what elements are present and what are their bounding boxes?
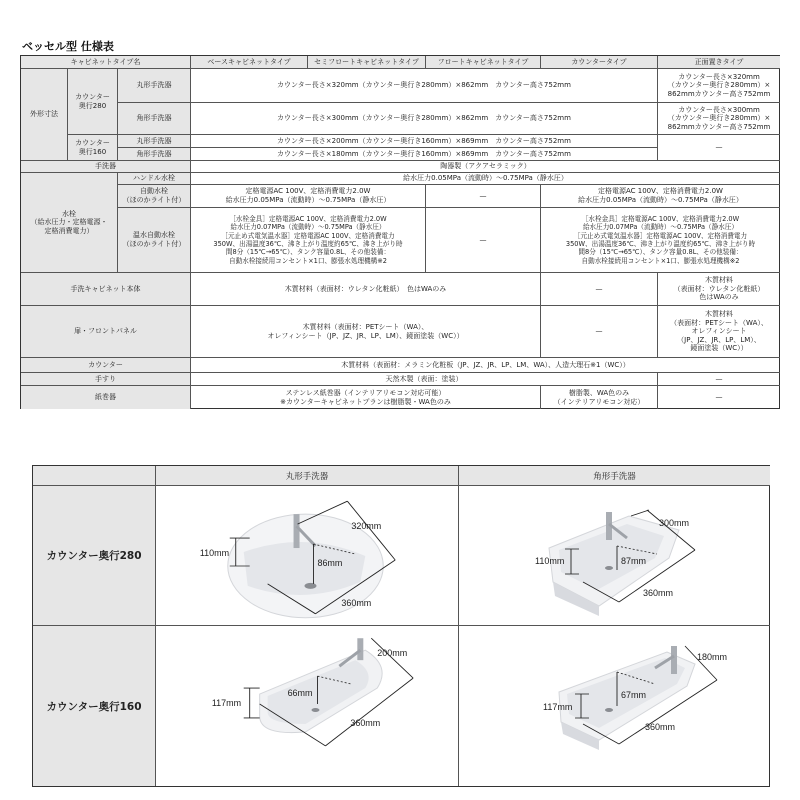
square-280-width: 300mm — [659, 517, 690, 528]
depth160-front: — — [658, 135, 780, 161]
square-160-depth: 67mm — [621, 690, 647, 700]
auto-faucet-counter-front: 定格電源AC 100V、定格消費電力2.0W 給水圧力0.05MPa（流動時）～0.75MPa（静水圧） — [541, 185, 780, 208]
handrail-front: — — [658, 373, 780, 386]
round-160-width: 200mm — [377, 648, 408, 659]
depth280-label: カウンター 奥行280 — [68, 69, 118, 135]
header-cabinet-type-name: キャビネットタイプ名 — [21, 56, 191, 69]
square-sink-280-image — [459, 486, 770, 626]
cabinet-body-front: 木質材料 （表面材：ウレタン化粧紙） 色はWAのみ — [658, 273, 780, 306]
hot-faucet-float: — — [426, 208, 541, 273]
square-280-height: 110mm — [535, 555, 565, 566]
round-160-length: 360mm — [350, 717, 381, 728]
paper-holder-front: — — [715, 393, 723, 402]
round-160-figure — [156, 626, 459, 786]
depth280-square-value: カウンター長さ×300mm（カウンター奥行き280mm）×862mm カウンター高さ752mm — [191, 103, 658, 135]
round-sink-160-image — [156, 626, 458, 786]
hot-faucet-label: 温水自動水栓 （ほのかライト付） — [118, 208, 191, 273]
square-280-length: 360mm — [643, 587, 674, 598]
faucet-label: 水栓 （給水圧力・定格電源・ 定格消費電力） — [21, 173, 118, 273]
basin-value: 陶器製（アクアセラミック） — [191, 161, 780, 173]
depth280-square-front: カウンター長さ×300mm （カウンター奥行き280mm）× 862mmカウンター高さ752mm — [658, 103, 780, 135]
depth160-round-value: カウンター長さ×200mm（カウンター奥行き160mm）×869mm カウンター高さ752mm — [191, 135, 658, 148]
hot-faucet-value: ［水栓金具］定格電源AC 100V、定格消費電力2.0W 給水圧力0.07MPa（流動時）～0.75MPa（静水圧） ［元止め式電気温水器］定格電源AC 100V、定格消費電力 350W、出湯温度36℃、沸き上がり温度約65℃、沸き上がり時 間8分（15℃→65℃）、タンク容量0.8L、その他装備： 自動水栓接続用コンセント×1口、膨張水処理機構※2 — [191, 208, 426, 273]
depth160-label: カウンター 奥行160 — [68, 135, 118, 161]
auto-faucet-float: — — [426, 185, 541, 208]
dimension-table — [32, 465, 770, 787]
round-280-width: 320mm — [351, 520, 382, 531]
dimension-header-square: 角形手洗器 — [459, 466, 770, 486]
door-panel-counter: — — [541, 306, 658, 358]
basin-label: 手洗器 — [21, 161, 191, 173]
square-160-figure — [459, 626, 770, 786]
handle-faucet-label: ハンドル水栓 — [118, 173, 191, 185]
header-counter: カウンタータイプ — [541, 56, 658, 69]
depth280-round-front: カウンター長さ×320mm （カウンター奥行き280mm）× 862mmカウンター高さ752mm — [658, 69, 780, 103]
header-semi-float: セミフロートキャビネットタイプ — [308, 56, 426, 69]
round-sink-280-image — [156, 486, 458, 626]
header-front: 正面置きタイプ — [658, 56, 780, 69]
round-160-depth: 66mm — [287, 688, 313, 699]
door-panel-value: 木質材料（表面材：PETシート（WA）、 オレフィンシート（JP、JZ、JR、LP、LM）、鏡面塗装（WC）） — [191, 306, 541, 358]
header-float: フロートキャビネットタイプ — [426, 56, 541, 69]
depth160-square-label: 角形手洗器 — [118, 148, 191, 161]
square-280-depth: 87mm — [621, 555, 647, 566]
depth280-square-label: 角形手洗器 — [118, 103, 191, 135]
outer-dimensions-label: 外形寸法 — [21, 69, 68, 161]
door-panel-label: 扉・フロントパネル — [21, 306, 191, 358]
dimension-header-blank — [33, 466, 156, 486]
paper-holder-value: ステンレス紙巻器（インテリアリモコン対応可能） ※カウンターキャビネットプランは樹脂製・WA色のみ — [191, 386, 541, 409]
dimension-header-round: 丸形手洗器 — [156, 466, 459, 486]
row-label-depth160: カウンター奥行160 — [33, 626, 156, 786]
page-title: ベッセル型 仕様表 — [22, 40, 114, 53]
round-280-depth: 86mm — [317, 557, 343, 568]
row-label-depth280: カウンター奥行280 — [33, 486, 156, 626]
depth160-round-label: 丸形手洗器 — [118, 135, 191, 148]
hot-faucet-counter-front: ［水栓金具］定格電源AC 100V、定格消費電力2.0W 給水圧力0.07MPa（流動時）～0.75MPa（静水圧） ［元止め式電気温水器］定格電源AC 100V、定格消費電力 350W、出湯温度36℃、沸き上がり温度約65℃、沸き上がり時 間8分（15℃→65℃）、タンク容量0.8L、その他装備： 自動水栓接続用コンセント×1口、膨張水処理機構※2 — [541, 208, 780, 273]
depth160-square-value: カウンター長さ×180mm（カウンター奥行き160mm）×869mm カウンター高さ752mm — [191, 148, 658, 161]
square-160-width: 180mm — [697, 652, 728, 662]
square-280-figure — [459, 486, 770, 626]
handrail-label: 手すり — [21, 373, 191, 386]
paper-holder-counter: 樹脂製、WA色のみ （インテリアリモコン対応） — [541, 386, 658, 409]
depth280-round-value: カウンター長さ×320mm（カウンター奥行き280mm）×862mm カウンター高さ752mm — [191, 69, 658, 103]
door-panel-front: 木質材料 （表面材：PETシート（WA）、 オレフィンシート （JP、JZ、JR、LP、LM）、 鏡面塗装（WC）） — [658, 306, 780, 358]
handle-faucet-value: 給水圧力0.05MPa（流動時）～0.75MPa（静水圧） — [191, 173, 780, 185]
cabinet-body-value: 木質材料（表面材：ウレタン化粧紙） 色はWAのみ — [191, 273, 541, 306]
round-280-figure — [156, 486, 459, 626]
counter-label: カウンター — [21, 358, 191, 373]
round-160-height: 117mm — [211, 698, 242, 708]
depth280-round-label: 丸形手洗器 — [118, 69, 191, 103]
auto-faucet-label: 自動水栓 （ほのかライト付） — [118, 185, 191, 208]
cabinet-body-label: 手洗キャビネット本体 — [21, 273, 191, 306]
paper-holder-label: 紙巻器 — [21, 386, 191, 409]
square-sink-160-image — [459, 626, 770, 786]
cabinet-body-counter: — — [541, 273, 658, 306]
square-160-height: 117mm — [543, 702, 573, 712]
round-280-height: 110mm — [199, 547, 230, 558]
round-280-length: 360mm — [341, 597, 372, 608]
auto-faucet-value: 定格電源AC 100V、定格消費電力2.0W 給水圧力0.05MPa（流動時）～0.75MPa（静水圧） — [191, 185, 426, 208]
spec-table — [20, 55, 780, 409]
handrail-value: 天然木製（表面：塗装） — [191, 373, 658, 386]
header-base: ベースキャビネットタイプ — [191, 56, 308, 69]
counter-value: 木質材料（表面材：メラミン化粧板（JP、JZ、JR、LP、LM、WA）、人造大理石※1（WC）） — [191, 358, 780, 373]
square-160-length: 360mm — [645, 722, 676, 732]
